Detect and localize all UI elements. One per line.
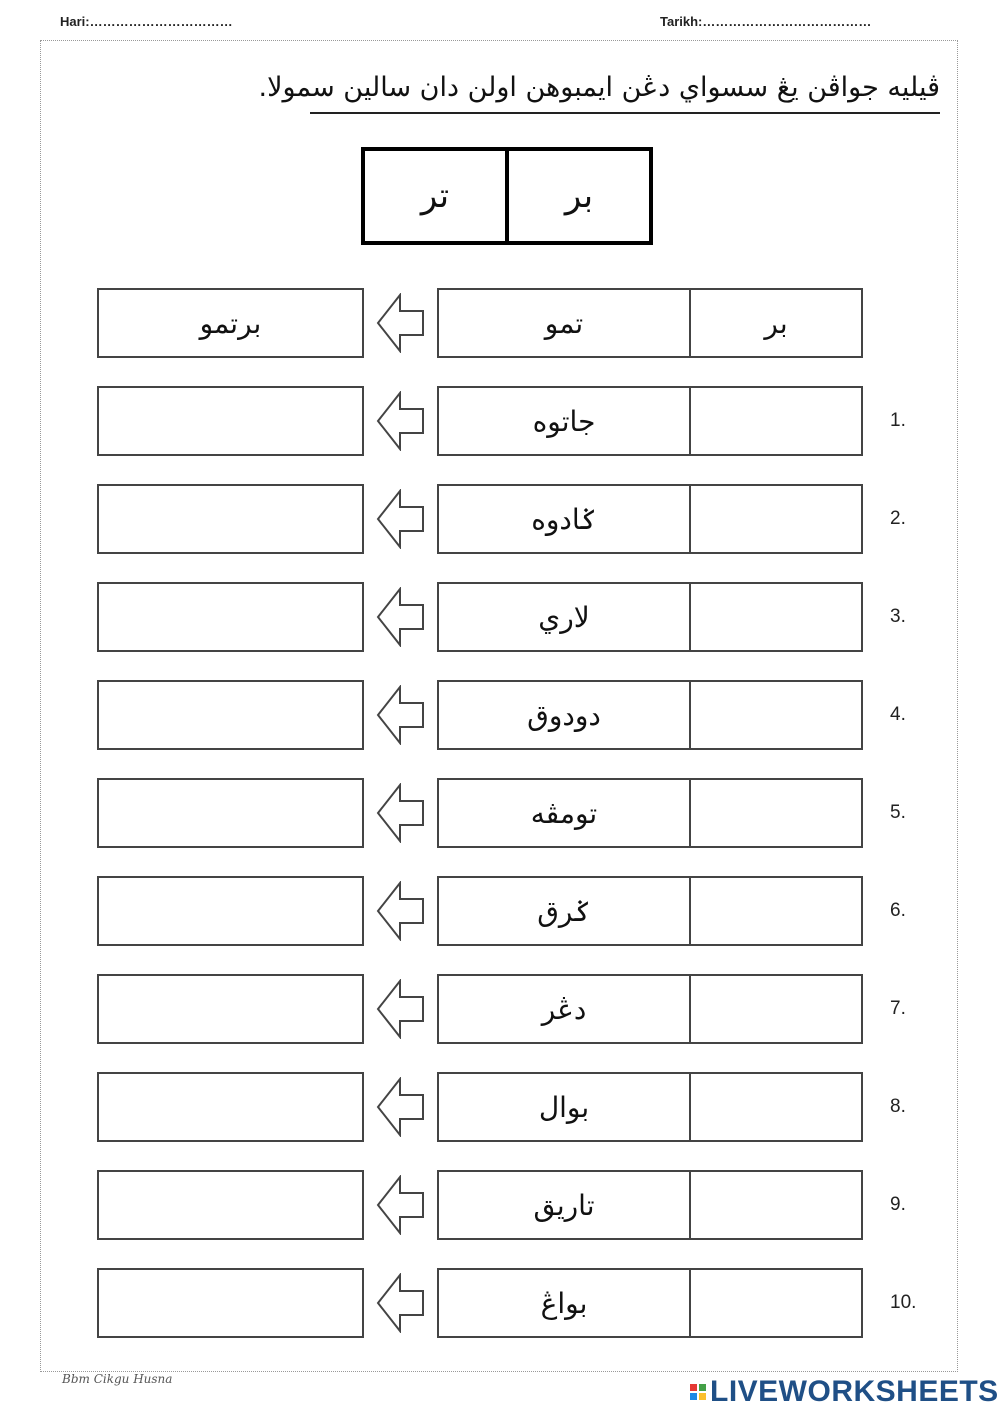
left-arrow-icon bbox=[376, 1175, 426, 1235]
word-pair bbox=[437, 1072, 863, 1142]
word-pair bbox=[437, 876, 863, 946]
left-arrow-icon bbox=[376, 783, 426, 843]
exercise-row bbox=[0, 484, 1000, 554]
word-pair bbox=[437, 484, 863, 554]
row-number: 8. bbox=[890, 1096, 906, 1117]
word-pair bbox=[437, 680, 863, 750]
prefix-blank[interactable] bbox=[691, 1074, 861, 1140]
answer-box[interactable] bbox=[97, 484, 364, 554]
answer-box[interactable] bbox=[97, 1072, 364, 1142]
row-number: 3. bbox=[890, 606, 906, 627]
row-number: 9. bbox=[890, 1194, 906, 1215]
answer-box[interactable] bbox=[97, 582, 364, 652]
logo-mark-icon bbox=[690, 1384, 706, 1400]
row-number: 6. bbox=[890, 900, 906, 921]
left-arrow-icon bbox=[376, 1273, 426, 1333]
prefix-blank[interactable] bbox=[691, 976, 861, 1042]
row-number: 2. bbox=[890, 508, 906, 529]
row-number: 10. bbox=[890, 1292, 917, 1313]
left-arrow-icon bbox=[376, 489, 426, 549]
word-pair bbox=[437, 386, 863, 456]
prefix-blank[interactable] bbox=[691, 682, 861, 748]
exercise-row bbox=[0, 1072, 1000, 1142]
answer-box[interactable] bbox=[97, 1170, 364, 1240]
left-arrow-icon bbox=[376, 391, 426, 451]
base-word: ݢادوه bbox=[439, 486, 691, 552]
answer-box[interactable] bbox=[97, 778, 364, 848]
prefix-blank[interactable] bbox=[691, 1270, 861, 1336]
base-word: جاتوه bbox=[439, 388, 691, 454]
left-arrow-icon bbox=[376, 1077, 426, 1137]
left-arrow-icon bbox=[376, 979, 426, 1039]
prefix-blank[interactable] bbox=[691, 388, 861, 454]
example-pair bbox=[437, 288, 863, 358]
row-number: 4. bbox=[890, 704, 906, 725]
syllable-left: تر bbox=[365, 151, 509, 241]
syllable-right: بر bbox=[564, 176, 594, 216]
exercise-row bbox=[0, 680, 1000, 750]
brand-name: LIVEWORKSHEETS bbox=[710, 1375, 999, 1408]
example-prefix: بر bbox=[764, 306, 788, 340]
example-word: تمو bbox=[439, 290, 691, 356]
example-row bbox=[0, 288, 1000, 358]
word-pair bbox=[437, 582, 863, 652]
exercise-row bbox=[0, 1170, 1000, 1240]
base-word: دڠر bbox=[439, 976, 691, 1042]
prefix-blank[interactable] bbox=[691, 780, 861, 846]
liveworksheets-logo[interactable] bbox=[690, 1375, 999, 1409]
tarikh-field: Tarikh:………………………………… bbox=[660, 14, 872, 29]
prefix-blank[interactable] bbox=[691, 1172, 861, 1238]
answer-box[interactable] bbox=[97, 386, 364, 456]
answer-box[interactable] bbox=[97, 680, 364, 750]
hari-field: Hari:…………………………… bbox=[60, 14, 233, 29]
left-arrow-icon bbox=[376, 587, 426, 647]
instruction-text: ڤيليه جواڤن يڠ سسواي دڠن ايمبوهن اولن دان سالين سمولا. bbox=[310, 68, 940, 114]
left-arrow-icon bbox=[376, 685, 426, 745]
exercise-row bbox=[0, 386, 1000, 456]
base-word: بواڠ bbox=[439, 1270, 691, 1336]
prefix-blank[interactable] bbox=[691, 584, 861, 650]
word-pair bbox=[437, 778, 863, 848]
word-pair bbox=[437, 974, 863, 1044]
exercise-row bbox=[0, 1268, 1000, 1338]
exercise-row bbox=[0, 974, 1000, 1044]
answer-box[interactable] bbox=[97, 974, 364, 1044]
base-word: ݢرق bbox=[439, 878, 691, 944]
exercise-row bbox=[0, 582, 1000, 652]
row-number: 5. bbox=[890, 802, 906, 823]
left-arrow-icon bbox=[376, 293, 426, 353]
row-number: 7. bbox=[890, 998, 906, 1019]
row-number: 1. bbox=[890, 410, 906, 431]
prefix-blank[interactable] bbox=[691, 878, 861, 944]
syllable-table bbox=[361, 147, 653, 245]
base-word: تومڤه bbox=[439, 780, 691, 846]
answer-box[interactable] bbox=[97, 876, 364, 946]
example-answer: برتمو bbox=[97, 288, 364, 358]
word-pair bbox=[437, 1268, 863, 1338]
base-word: بوال bbox=[439, 1074, 691, 1140]
prefix-blank[interactable] bbox=[691, 486, 861, 552]
base-word: لاري bbox=[439, 584, 691, 650]
word-pair bbox=[437, 1170, 863, 1240]
credit-text: Bbm Cikgu Husna bbox=[62, 1372, 173, 1386]
base-word: تاريق bbox=[439, 1172, 691, 1238]
exercise-row bbox=[0, 778, 1000, 848]
left-arrow-icon bbox=[376, 881, 426, 941]
answer-box[interactable] bbox=[97, 1268, 364, 1338]
exercise-row bbox=[0, 876, 1000, 946]
base-word: دودوق bbox=[439, 682, 691, 748]
